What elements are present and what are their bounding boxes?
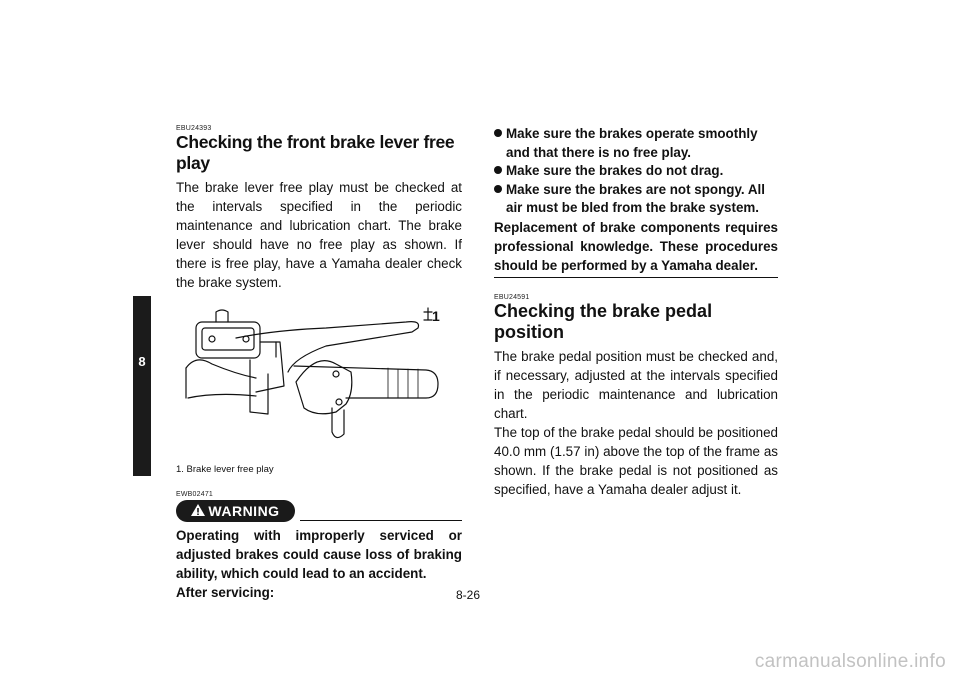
- warning-label: WARNING: [208, 503, 280, 519]
- warning-end-rule: [494, 277, 778, 278]
- warning-rule: [300, 520, 462, 521]
- after-servicing-checklist: [494, 125, 778, 218]
- warning-text: Operating with improperly serviced or adjusted brakes could cause loss of braking ability, which could lead to an accident.: [176, 528, 462, 581]
- warning-code: EWB02471: [176, 491, 214, 498]
- replacement-note: Replacement of brake components requires professional knowledge. These procedures should be performed by a Yamaha dealer.: [494, 219, 778, 273]
- bullet-icon: [494, 166, 502, 174]
- left-column: [176, 125, 462, 602]
- checklist-item: Make sure the brakes do not drag.: [494, 162, 778, 181]
- section-body: The brake pedal position must be checked and, if necessary, adjusted at the intervals specified in the periodic maintenance and lubrication chart.: [494, 348, 778, 421]
- watermark: carmanualsonline.info: [754, 651, 946, 672]
- warning-triangle-icon: [191, 503, 205, 519]
- section-body: The top of the brake pedal should be positioned 40.0 mm (1.57 in) above the top of the frame as shown. If the brake pedal is not positioned as specified, have a Yamaha dealer adjust it.: [494, 424, 778, 497]
- warning-header: [176, 500, 462, 526]
- checklist-item: Make sure the brakes operate smoothly and that there is no free play.: [494, 125, 778, 162]
- section-title: Checking the front brake lever free play: [176, 132, 455, 173]
- right-column: [494, 125, 778, 499]
- bullet-icon: [494, 129, 502, 137]
- section-code: EBU24393: [176, 125, 212, 132]
- figure-callout: 1: [432, 308, 440, 324]
- warning-badge: [176, 500, 295, 522]
- section-title: Checking the brake pedal position: [494, 300, 713, 342]
- chapter-number: 8: [138, 354, 146, 369]
- brake-lever-illustration: [176, 302, 462, 462]
- checklist-item: Make sure the brakes are not spongy. All air must be bled from the brake system.: [494, 181, 778, 218]
- after-servicing-label: After servicing:: [176, 585, 275, 600]
- figure-caption: 1. Brake lever free play: [176, 464, 274, 475]
- section-body: The brake lever free play must be checked at the intervals specified in the periodic maintenance and lubrication chart. The brake lever should have no free play as shown. If there is free play, have a Yamaha dealer check the brake system.: [176, 180, 462, 290]
- chapter-side-tab: [133, 296, 151, 476]
- section-code: EBU24591: [494, 293, 530, 301]
- brake-lever-figure: [176, 302, 462, 462]
- page-number: 8-26: [456, 588, 481, 602]
- bullet-icon: [494, 185, 502, 193]
